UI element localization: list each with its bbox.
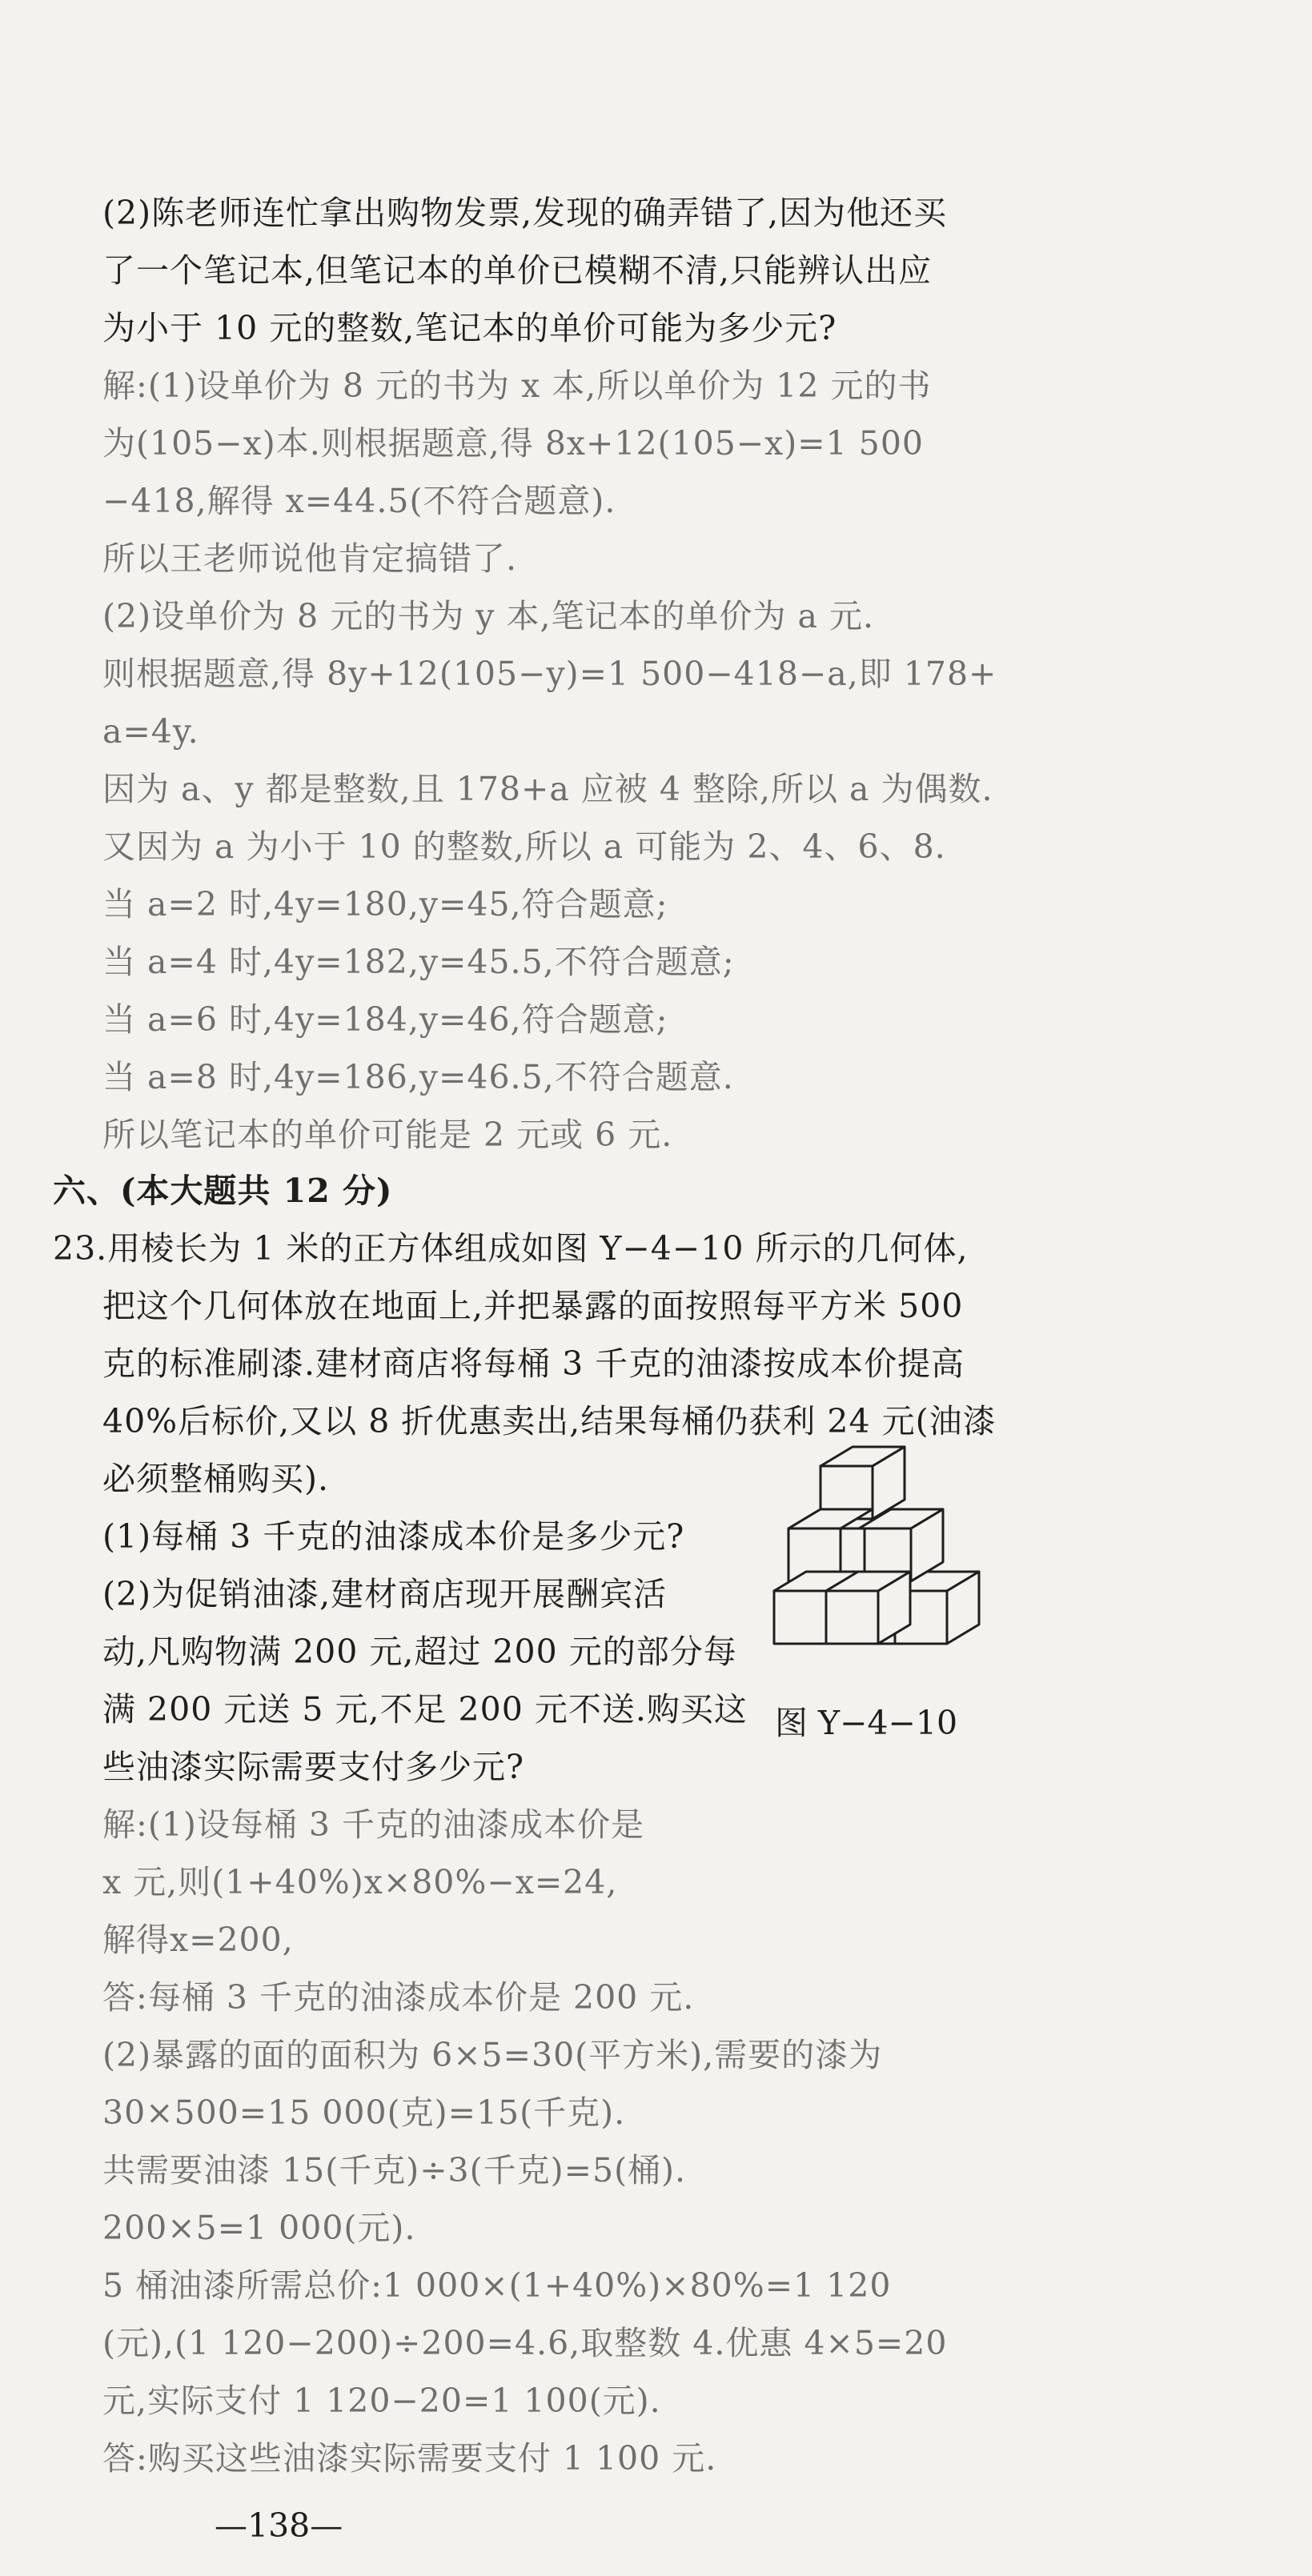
sol23-line-9: 5 桶油漆所需总价:1 000×(1+40%)×80%=1 120 xyxy=(102,2266,892,2305)
sol22-line-6: 则根据题意,得 8y+12(105−y)=1 500−418−a,即 178+ xyxy=(102,655,997,693)
q23-line-2: 把这个几何体放在地面上,并把暴露的面按照每平方米 500 xyxy=(102,1287,964,1325)
sol23-line-1: 解:(1)设每桶 3 千克的油漆成本价是 xyxy=(102,1805,645,1844)
sol22-line-9: 又因为 a 为小于 10 的整数,所以 a 可能为 2、4、6、8. xyxy=(102,827,946,866)
q22-part2-line-1: (2)陈老师连忙拿出购物发票,发现的确弄错了,因为他还买 xyxy=(102,194,948,232)
q23-line-5: 必须整桶购买). xyxy=(102,1460,330,1498)
sol23-line-11: 元,实际支付 1 120−20=1 100(元). xyxy=(102,2382,661,2420)
sol23-line-12: 答:购买这些油漆实际需要支付 1 100 元. xyxy=(102,2439,717,2478)
q23-line-4: 40%后标价,又以 8 折优惠卖出,结果每桶仍获利 24 元(油漆 xyxy=(102,1402,997,1440)
sol22-line-2: 为(105−x)本.则根据题意,得 8x+12(105−x)=1 500 xyxy=(102,424,925,463)
section-6-heading: 六、(本大题共 12 分) xyxy=(53,1172,393,1210)
sol22-line-3: −418,解得 x=44.5(不符合题意). xyxy=(102,482,616,520)
q22-part2-line-2: 了一个笔记本,但笔记本的单价已模糊不清,只能辨认出应 xyxy=(102,251,933,290)
sol23-line-8: 200×5=1 000(元). xyxy=(102,2209,416,2247)
sol22-line-14: 所以笔记本的单价可能是 2 元或 6 元. xyxy=(102,1116,673,1154)
sol22-line-1: 解:(1)设单价为 8 元的书为 x 本,所以单价为 12 元的书 xyxy=(102,367,932,405)
sol23-line-5: (2)暴露的面的面积为 6×5=30(平方米),需要的漆为 xyxy=(102,2036,883,2074)
page-number: —138— xyxy=(215,2506,343,2545)
sol23-line-4: 答:每桶 3 千克的油漆成本价是 200 元. xyxy=(102,1978,695,2017)
q23-part2-line-3: 满 200 元送 5 元,不足 200 元不送.购买这 xyxy=(102,1690,748,1729)
q23-part2-line-1: (2)为促销油漆,建材商店现开展酬宾活 xyxy=(102,1575,668,1613)
q23-part1-line: (1)每桶 3 千克的油漆成本价是多少元? xyxy=(102,1517,685,1556)
sol22-line-4: 所以王老师说他肯定搞错了. xyxy=(102,539,518,578)
sol22-line-11: 当 a=4 时,4y=182,y=45.5,不符合题意; xyxy=(102,943,735,981)
sol23-line-7: 共需要油漆 15(千克)÷3(千克)=5(桶). xyxy=(102,2151,687,2189)
figure-caption: 图 Y−4−10 xyxy=(775,1704,958,1742)
sol22-line-8: 因为 a、y 都是整数,且 178+a 应被 4 整除,所以 a 为偶数. xyxy=(102,770,993,808)
q23-part2-line-2: 动,凡购物满 200 元,超过 200 元的部分每 xyxy=(102,1633,737,1671)
sol23-line-6: 30×500=15 000(克)=15(千克). xyxy=(102,2093,626,2132)
sol22-line-5: (2)设单价为 8 元的书为 y 本,笔记本的单价为 a 元. xyxy=(102,597,875,635)
sol22-line-13: 当 a=8 时,4y=186,y=46.5,不符合题意. xyxy=(102,1058,734,1096)
q23-line-1: 23.用棱长为 1 米的正方体组成如图 Y−4−10 所示的几何体, xyxy=(53,1229,969,1268)
sol22-line-10: 当 a=2 时,4y=180,y=45,符合题意; xyxy=(102,885,668,923)
sol22-line-7: a=4y. xyxy=(102,712,199,751)
sol23-line-10: (元),(1 120−200)÷200=4.6,取整数 4.优惠 4×5=20 xyxy=(102,2324,948,2362)
sol23-line-2: x 元,则(1+40%)x×80%−x=24, xyxy=(102,1863,618,1901)
sol22-line-12: 当 a=6 时,4y=184,y=46,符合题意; xyxy=(102,1000,668,1039)
sol23-line-3: 解得x=200, xyxy=(102,1921,294,1959)
cube-stack-figure xyxy=(764,1432,1029,1709)
q23-part2-line-4: 些油漆实际需要支付多少元? xyxy=(102,1748,524,1786)
q22-part2-line-3: 为小于 10 元的整数,笔记本的单价可能为多少元? xyxy=(102,309,837,347)
q23-line-3: 克的标准刷漆.建材商店将每桶 3 千克的油漆按成本价提高 xyxy=(102,1344,965,1383)
